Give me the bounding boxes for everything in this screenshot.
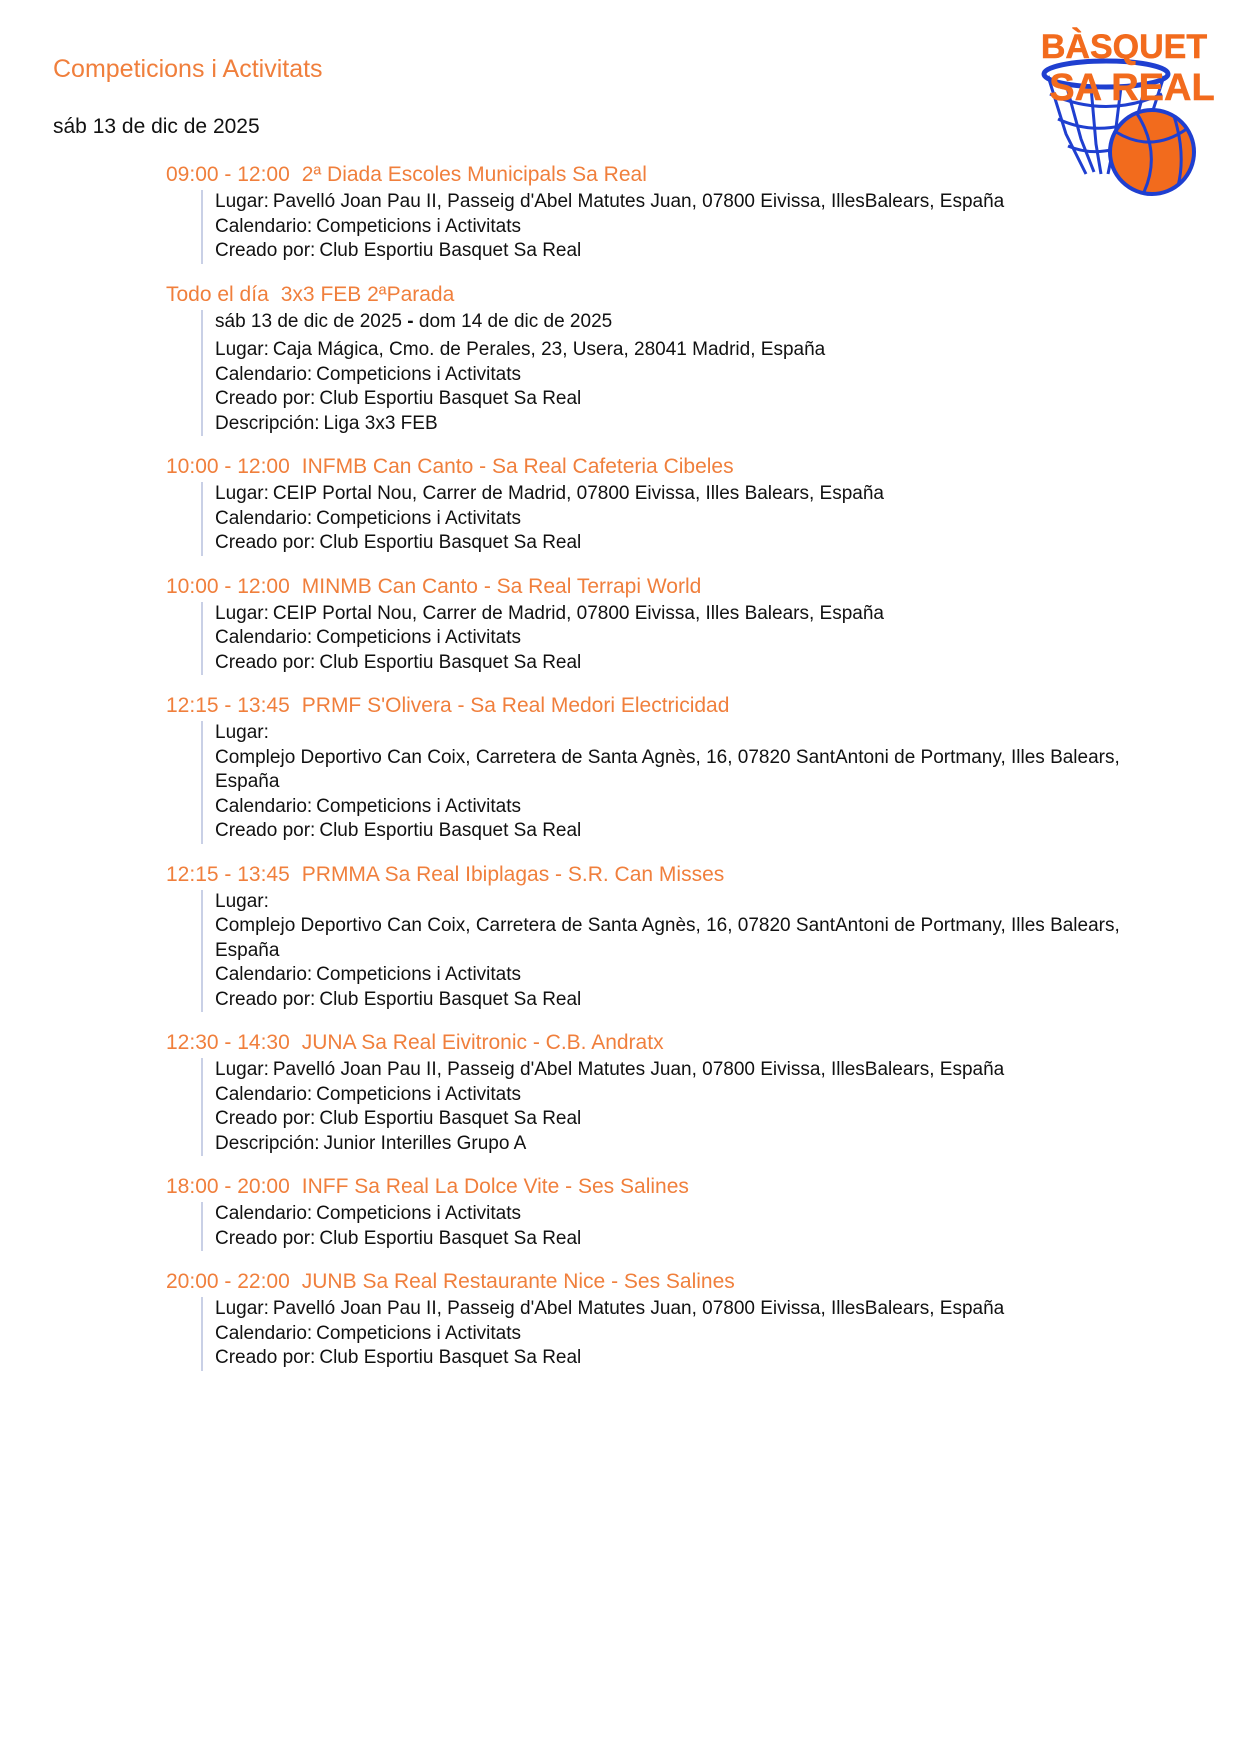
event-heading bbox=[166, 160, 1166, 190]
event-place-label: Lugar: bbox=[215, 339, 269, 360]
event-creator-value: Club Esportiu Basquet Sa Real bbox=[319, 820, 582, 841]
range-start: sáb 13 de dic de 2025 bbox=[215, 310, 402, 332]
event-place-row bbox=[215, 602, 1166, 627]
event-calendar-value: Competicions i Activitats bbox=[316, 1322, 522, 1344]
event-time: 12:30 - 14:30 bbox=[166, 1031, 290, 1054]
range-separator: - bbox=[407, 310, 414, 332]
event-place-value: CEIP Portal Nou, Carrer de Madrid, 07800 Eivissa, Illes Balears, España bbox=[272, 483, 884, 504]
event-creator-value: Club Esportiu Basquet Sa Real bbox=[319, 1108, 582, 1129]
event-time: Todo el día bbox=[166, 282, 269, 306]
event-calendar-row bbox=[215, 626, 1166, 651]
event-creator-row bbox=[215, 988, 1166, 1013]
event-calendar-label: Calendario: bbox=[215, 1322, 313, 1344]
event-calendar-value: Competicions i Activitats bbox=[316, 1083, 522, 1105]
event-calendar-row bbox=[215, 795, 1166, 820]
event-creator-row bbox=[215, 819, 1166, 844]
event-description-row bbox=[215, 412, 1166, 437]
event-creator-row bbox=[215, 387, 1166, 412]
event-heading bbox=[166, 691, 1166, 721]
event-calendar-row bbox=[215, 363, 1166, 388]
event-creator-row bbox=[215, 1346, 1166, 1371]
event-item bbox=[166, 572, 1166, 676]
event-place-label: Lugar: bbox=[215, 191, 269, 212]
event-creator-row bbox=[215, 531, 1166, 556]
event-creator-value: Club Esportiu Basquet Sa Real bbox=[319, 1227, 582, 1249]
event-details bbox=[201, 1202, 1166, 1251]
event-calendar-label: Calendario: bbox=[215, 1203, 313, 1224]
event-creator-value: Club Esportiu Basquet Sa Real bbox=[319, 240, 582, 261]
event-creator-label: Creado por: bbox=[215, 388, 316, 409]
event-title: JUNA Sa Real Eivitronic - C.B. Andratx bbox=[301, 1031, 664, 1054]
event-calendar-value: Competicions i Activitats bbox=[316, 507, 522, 529]
event-item bbox=[166, 280, 1166, 437]
event-item bbox=[166, 691, 1166, 844]
event-place-value: Pavelló Joan Pau II, Passeig d'Abel Matutes Juan, 07800 Eivissa, IllesBalears, España bbox=[272, 1059, 1005, 1080]
event-creator-value: Club Esportiu Basquet Sa Real bbox=[319, 532, 582, 553]
event-time: 12:15 - 13:45 bbox=[166, 694, 290, 717]
event-title: 2ª Diada Escoles Municipals Sa Real bbox=[301, 163, 647, 186]
event-calendar-row bbox=[215, 963, 1166, 988]
event-date-range bbox=[215, 310, 1166, 335]
event-item bbox=[166, 1267, 1166, 1371]
event-description-value: Liga 3x3 FEB bbox=[323, 412, 438, 434]
page-title: Competicions i Activitats bbox=[53, 55, 323, 83]
event-place-value: CEIP Portal Nou, Carrer de Madrid, 07800 Eivissa, Illes Balears, España bbox=[272, 602, 884, 624]
event-item bbox=[166, 1172, 1166, 1251]
event-place-value: Pavelló Joan Pau II, Passeig d'Abel Matutes Juan, 07800 Eivissa, IllesBalears, España bbox=[272, 1298, 1005, 1319]
event-time: 10:00 - 12:00 bbox=[166, 574, 290, 598]
event-calendar-label: Calendario: bbox=[215, 507, 313, 529]
event-calendar-value: Competicions i Activitats bbox=[316, 363, 522, 385]
event-details bbox=[201, 602, 1166, 676]
event-details bbox=[201, 190, 1166, 264]
event-creator-label: Creado por: bbox=[215, 651, 316, 673]
event-calendar-value: Competicions i Activitats bbox=[316, 627, 522, 648]
event-details bbox=[201, 890, 1166, 1013]
event-calendar-row bbox=[215, 215, 1166, 240]
event-title: MINMB Can Canto - Sa Real Terrapi World bbox=[301, 574, 702, 598]
event-creator-value: Club Esportiu Basquet Sa Real bbox=[319, 988, 582, 1010]
event-creator-label: Creado por: bbox=[215, 1347, 316, 1368]
event-creator-row bbox=[215, 239, 1166, 264]
event-place-row bbox=[215, 482, 1166, 507]
event-calendar-label: Calendario: bbox=[215, 1083, 313, 1105]
event-calendar-label: Calendario: bbox=[215, 795, 313, 817]
event-details bbox=[201, 310, 1166, 437]
event-title: INFMB Can Canto - Sa Real Cafeteria Cibeles bbox=[301, 455, 734, 478]
event-place-label-line bbox=[215, 721, 1166, 746]
event-heading bbox=[166, 280, 1166, 310]
event-heading bbox=[166, 572, 1166, 602]
event-calendar-label: Calendario: bbox=[215, 627, 313, 648]
event-creator-label: Creado por: bbox=[215, 988, 316, 1010]
event-title: JUNB Sa Real Restaurante Nice - Ses Salines bbox=[301, 1270, 735, 1293]
event-heading bbox=[166, 860, 1166, 890]
event-place-value: Caja Mágica, Cmo. de Perales, 23, Usera, 28041 Madrid, España bbox=[272, 339, 826, 360]
logo-text-bottom: SA REAL bbox=[1049, 67, 1215, 109]
event-calendar-row bbox=[215, 1083, 1166, 1108]
event-creator-label: Creado por: bbox=[215, 532, 316, 553]
event-calendar-value: Competicions i Activitats bbox=[316, 964, 522, 985]
event-time: 09:00 - 12:00 bbox=[166, 163, 290, 186]
event-heading bbox=[166, 1028, 1166, 1058]
event-time: 20:00 - 22:00 bbox=[166, 1270, 290, 1293]
event-item bbox=[166, 860, 1166, 1013]
event-place-label: Lugar: bbox=[215, 602, 269, 624]
event-creator-label: Creado por: bbox=[215, 1227, 316, 1249]
event-place-label-line bbox=[215, 890, 1166, 915]
event-details bbox=[201, 1297, 1166, 1371]
event-description-label: Descripción: bbox=[215, 412, 320, 434]
event-place-value: Complejo Deportivo Can Coix, Carretera de Santa Agnès, 16, 07820 SantAntoni de Portmany, Illes Balears, España bbox=[215, 746, 1120, 792]
event-place-label: Lugar: bbox=[215, 722, 269, 743]
event-place-row bbox=[215, 1297, 1166, 1322]
event-title: PRMMA Sa Real Ibiplagas - S.R. Can Misses bbox=[301, 862, 725, 886]
event-creator-label: Creado por: bbox=[215, 1108, 316, 1129]
event-heading bbox=[166, 452, 1166, 482]
event-calendar-label: Calendario: bbox=[215, 964, 313, 985]
event-heading bbox=[166, 1267, 1166, 1297]
event-title: INFF Sa Real La Dolce Vite - Ses Salines bbox=[301, 1175, 689, 1198]
event-place-label: Lugar: bbox=[215, 1059, 269, 1080]
event-place-label: Lugar: bbox=[215, 1298, 269, 1319]
event-place-row bbox=[215, 1058, 1166, 1083]
event-place-value: Complejo Deportivo Can Coix, Carretera de Santa Agnès, 16, 07820 SantAntoni de Portmany, Illes Balears, España bbox=[215, 915, 1120, 961]
event-details bbox=[201, 721, 1166, 844]
event-creator-row bbox=[215, 1107, 1166, 1132]
event-item bbox=[166, 452, 1166, 556]
event-calendar-row bbox=[215, 1322, 1166, 1347]
event-calendar-label: Calendario: bbox=[215, 215, 313, 237]
event-calendar-label: Calendario: bbox=[215, 363, 313, 385]
event-details bbox=[201, 482, 1166, 556]
event-creator-row bbox=[215, 651, 1166, 676]
event-creator-value: Club Esportiu Basquet Sa Real bbox=[319, 651, 582, 673]
event-creator-value: Club Esportiu Basquet Sa Real bbox=[319, 388, 582, 409]
event-time: 18:00 - 20:00 bbox=[166, 1175, 290, 1198]
event-title: 3x3 FEB 2ªParada bbox=[280, 282, 455, 306]
event-description-value: Junior Interilles Grupo A bbox=[323, 1132, 527, 1154]
event-item bbox=[166, 1028, 1166, 1156]
range-end: dom 14 de dic de 2025 bbox=[418, 310, 613, 332]
event-list bbox=[166, 160, 1166, 1387]
event-description-row bbox=[215, 1132, 1166, 1157]
event-heading bbox=[166, 1172, 1166, 1202]
event-place-label: Lugar: bbox=[215, 483, 269, 504]
event-calendar-value: Competicions i Activitats bbox=[316, 215, 522, 237]
event-place-value: Pavelló Joan Pau II, Passeig d'Abel Matutes Juan, 07800 Eivissa, IllesBalears, España bbox=[272, 191, 1005, 212]
event-creator-label: Creado por: bbox=[215, 820, 316, 841]
event-place-row bbox=[215, 338, 1166, 363]
event-calendar-row bbox=[215, 507, 1166, 532]
event-calendar-value: Competicions i Activitats bbox=[316, 1203, 522, 1224]
event-place-row bbox=[215, 190, 1166, 215]
event-time: 12:15 - 13:45 bbox=[166, 862, 290, 886]
event-creator-label: Creado por: bbox=[215, 240, 316, 261]
event-time: 10:00 - 12:00 bbox=[166, 455, 290, 478]
event-creator-value: Club Esportiu Basquet Sa Real bbox=[319, 1347, 582, 1368]
date-heading: sáb 13 de dic de 2025 bbox=[53, 115, 260, 138]
event-calendar-value: Competicions i Activitats bbox=[316, 795, 522, 817]
event-title: PRMF S'Olivera - Sa Real Medori Electricidad bbox=[301, 694, 730, 717]
event-details bbox=[201, 1058, 1166, 1156]
event-description-label: Descripción: bbox=[215, 1132, 320, 1154]
logo-text-top: BÀSQUET bbox=[1040, 28, 1208, 66]
event-place-label: Lugar: bbox=[215, 890, 269, 912]
event-calendar-row bbox=[215, 1202, 1166, 1227]
event-creator-row bbox=[215, 1227, 1166, 1252]
event-item bbox=[166, 160, 1166, 264]
